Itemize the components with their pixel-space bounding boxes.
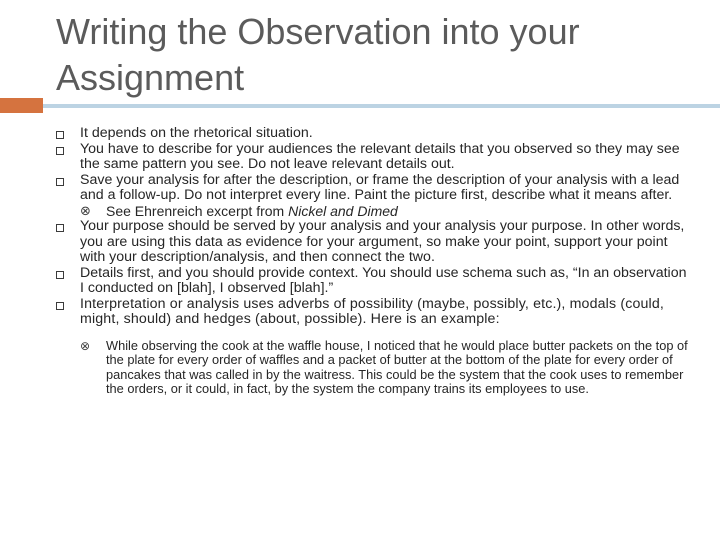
square-bullet-icon [56, 302, 64, 310]
square-bullet-icon [56, 178, 64, 186]
accent-block [0, 98, 43, 113]
bullet-item [56, 297, 691, 328]
bullet-item [56, 126, 691, 142]
bullet-text: Save your analysis for after the description, or frame the description of your analysis with a lead and a follow-up. Do not interpret every line. Paint the picture first, describe what it means after. [80, 171, 680, 203]
bullet-item [56, 219, 691, 266]
sub-bullet-item [80, 339, 691, 397]
slide-title: Writing the Observation into your Assignment [56, 11, 580, 98]
title-divider [43, 104, 720, 108]
bullet-item [56, 266, 691, 297]
square-bullet-icon [56, 224, 64, 232]
square-bullet-icon [56, 131, 64, 139]
bullet-item [56, 173, 691, 204]
sub-bullet-text: See Ehrenreich excerpt from [106, 202, 289, 219]
bullet-text: Your purpose should be served by your analysis and your analysis your purpose. In other words, you are using this data as evidence for your argument, so make your point, support your point with your description/analysis, and then connect the two. [80, 218, 685, 265]
bullet-item [56, 142, 691, 173]
book-title: Nickel and Dimed [288, 202, 398, 219]
square-bullet-icon [56, 271, 64, 279]
example-text: While observing the cook at the waffle house, I noticed that he would place butter packets on the top of the plate for every order of waffles and a packet of butter at the bottom of the plate for every order of pancakes that was called in by the waitress. This could be the system that the cook uses to remember the orders, or it could, in fact, by the system the company trains its employees to use. [106, 337, 688, 397]
bullet-text: Interpretation or analysis uses adverbs of possibility (maybe, possibly, etc.), modals (could, might, should) and hedges (about, possible). Here is an example: [80, 295, 664, 327]
sub-bullet-item [80, 204, 691, 220]
bullet-text: Details first, and you should provide context. You should use schema such as, “In an observation I conducted on [blah], I observed [blah].” [80, 264, 687, 296]
square-bullet-icon [56, 147, 64, 155]
crossed-circle-icon: ⊗ [80, 338, 91, 353]
crossed-circle-icon: ⊗ [80, 203, 91, 219]
slide-body [56, 126, 691, 397]
bullet-text: It depends on the rhetorical situation. [80, 125, 313, 141]
bullet-text: You have to describe for your audiences the relevant details that you observed so they may see the same pattern you see. Do not leave relevant details out. [80, 140, 680, 172]
